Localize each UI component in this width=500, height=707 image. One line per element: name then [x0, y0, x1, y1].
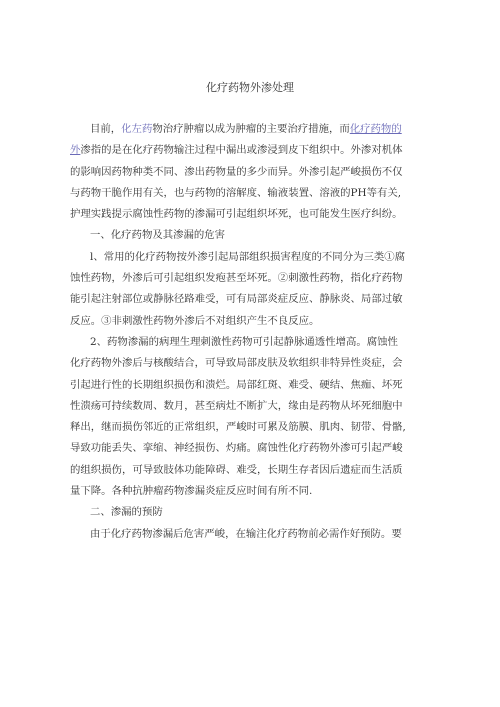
link-chemo-drug[interactable]: 化左药 [121, 123, 153, 135]
paragraph-1-line-4: 与药物干脆作用有关，也与药物的溶解度、输液装置、溶液的PH等有关, [70, 186, 402, 199]
paragraph-4-line-1: 由于化疗药物渗漏后危害严峻，在输注化疗药物前必需作好预防。要 [90, 527, 402, 540]
paragraph-3-line-8: 量下降。各种抗肿瘤药物渗漏炎症反应时间有所不同. [70, 485, 313, 498]
paragraph-3-line-2: 化疗药物外渗后与核酸结合，可导致局部皮肤及软组织非特异性炎症，会 [70, 357, 403, 370]
paragraph-2-line-1: l、常用的化疗药物按外渗引起局部组织损害程度的不同分为三类①腐 [90, 250, 406, 263]
link-extravasation[interactable]: 外 [70, 144, 81, 157]
paragraph-3-line-4: 性溃疡可持续数周、数月，甚至病灶不断扩大，缘由是药物从坏死细胞中 [70, 399, 403, 412]
paragraph-3-line-7: 的组织损伤，可导致肢体功能障碍、难受，长期生存者因后遗症而生活质 [70, 463, 403, 476]
document-body [70, 119, 432, 545]
paragraph-2-line-4: 反应。③非刺激性药物外渗后不对组织产生不良反应。 [70, 314, 320, 327]
page-title: 化疗药物外渗处理 [206, 81, 294, 94]
paragraph-2-line-3: 能引起注射部位或静脉径路难受，可有局部炎症反应、静脉炎、局部过敏 [70, 293, 403, 306]
paragraph-3-line-5: 释出，继而损伤邻近的正常组织，严峻时可累及筋膜、肌肉、韧带、骨骼, [70, 421, 406, 434]
paragraph-3-line-1: 2、药物渗漏的病理生理刺激性药物可引起静脉通透性增高。腐蚀性 [90, 335, 398, 348]
paragraph-1-line-1 [70, 119, 432, 140]
paragraph-3-line-6: 导致功能丢失、挛缩、神经损伤、灼痛。腐蚀性化疗药物外渗可引起严峻 [70, 442, 403, 455]
paragraph-1-line-3: 的影响因药物种类不同、渗出药物量的多少而异。外渗引起严峻损伤不仅 [70, 165, 403, 178]
text-span: 目前， [90, 123, 122, 135]
paragraph-1-line-2 [70, 140, 432, 161]
text-span: 物治疗肿瘤以成为肿瘤的主要治疗措施，而 [152, 123, 350, 135]
text-span: 渗指的是在化疗药物输注过程中漏出或渗浸到皮下组织中。外渗对机体 [80, 144, 403, 157]
section-heading-1: 一、化疗药物及其渗漏的危害 [90, 229, 226, 242]
section-heading-2: 二、渗漏的预防 [90, 506, 163, 519]
paragraph-1-line-5: 护理实践提示腐蚀性药物的渗漏可引起组织坏死，也可能发生医疗纠纷。 [70, 208, 403, 221]
link-chemo-drug-extravasation[interactable]: 化疗药物的 [349, 123, 402, 135]
paragraph-2-line-2: 蚀性药物，外渗后可引起组织发疱甚至坏死。②刺激性药物，指化疗药物 [70, 272, 403, 285]
paragraph-3-line-3: 引起进行性的长期组织损伤和溃烂。局部红斑、难受、硬结、焦痂、坏死 [70, 378, 403, 391]
